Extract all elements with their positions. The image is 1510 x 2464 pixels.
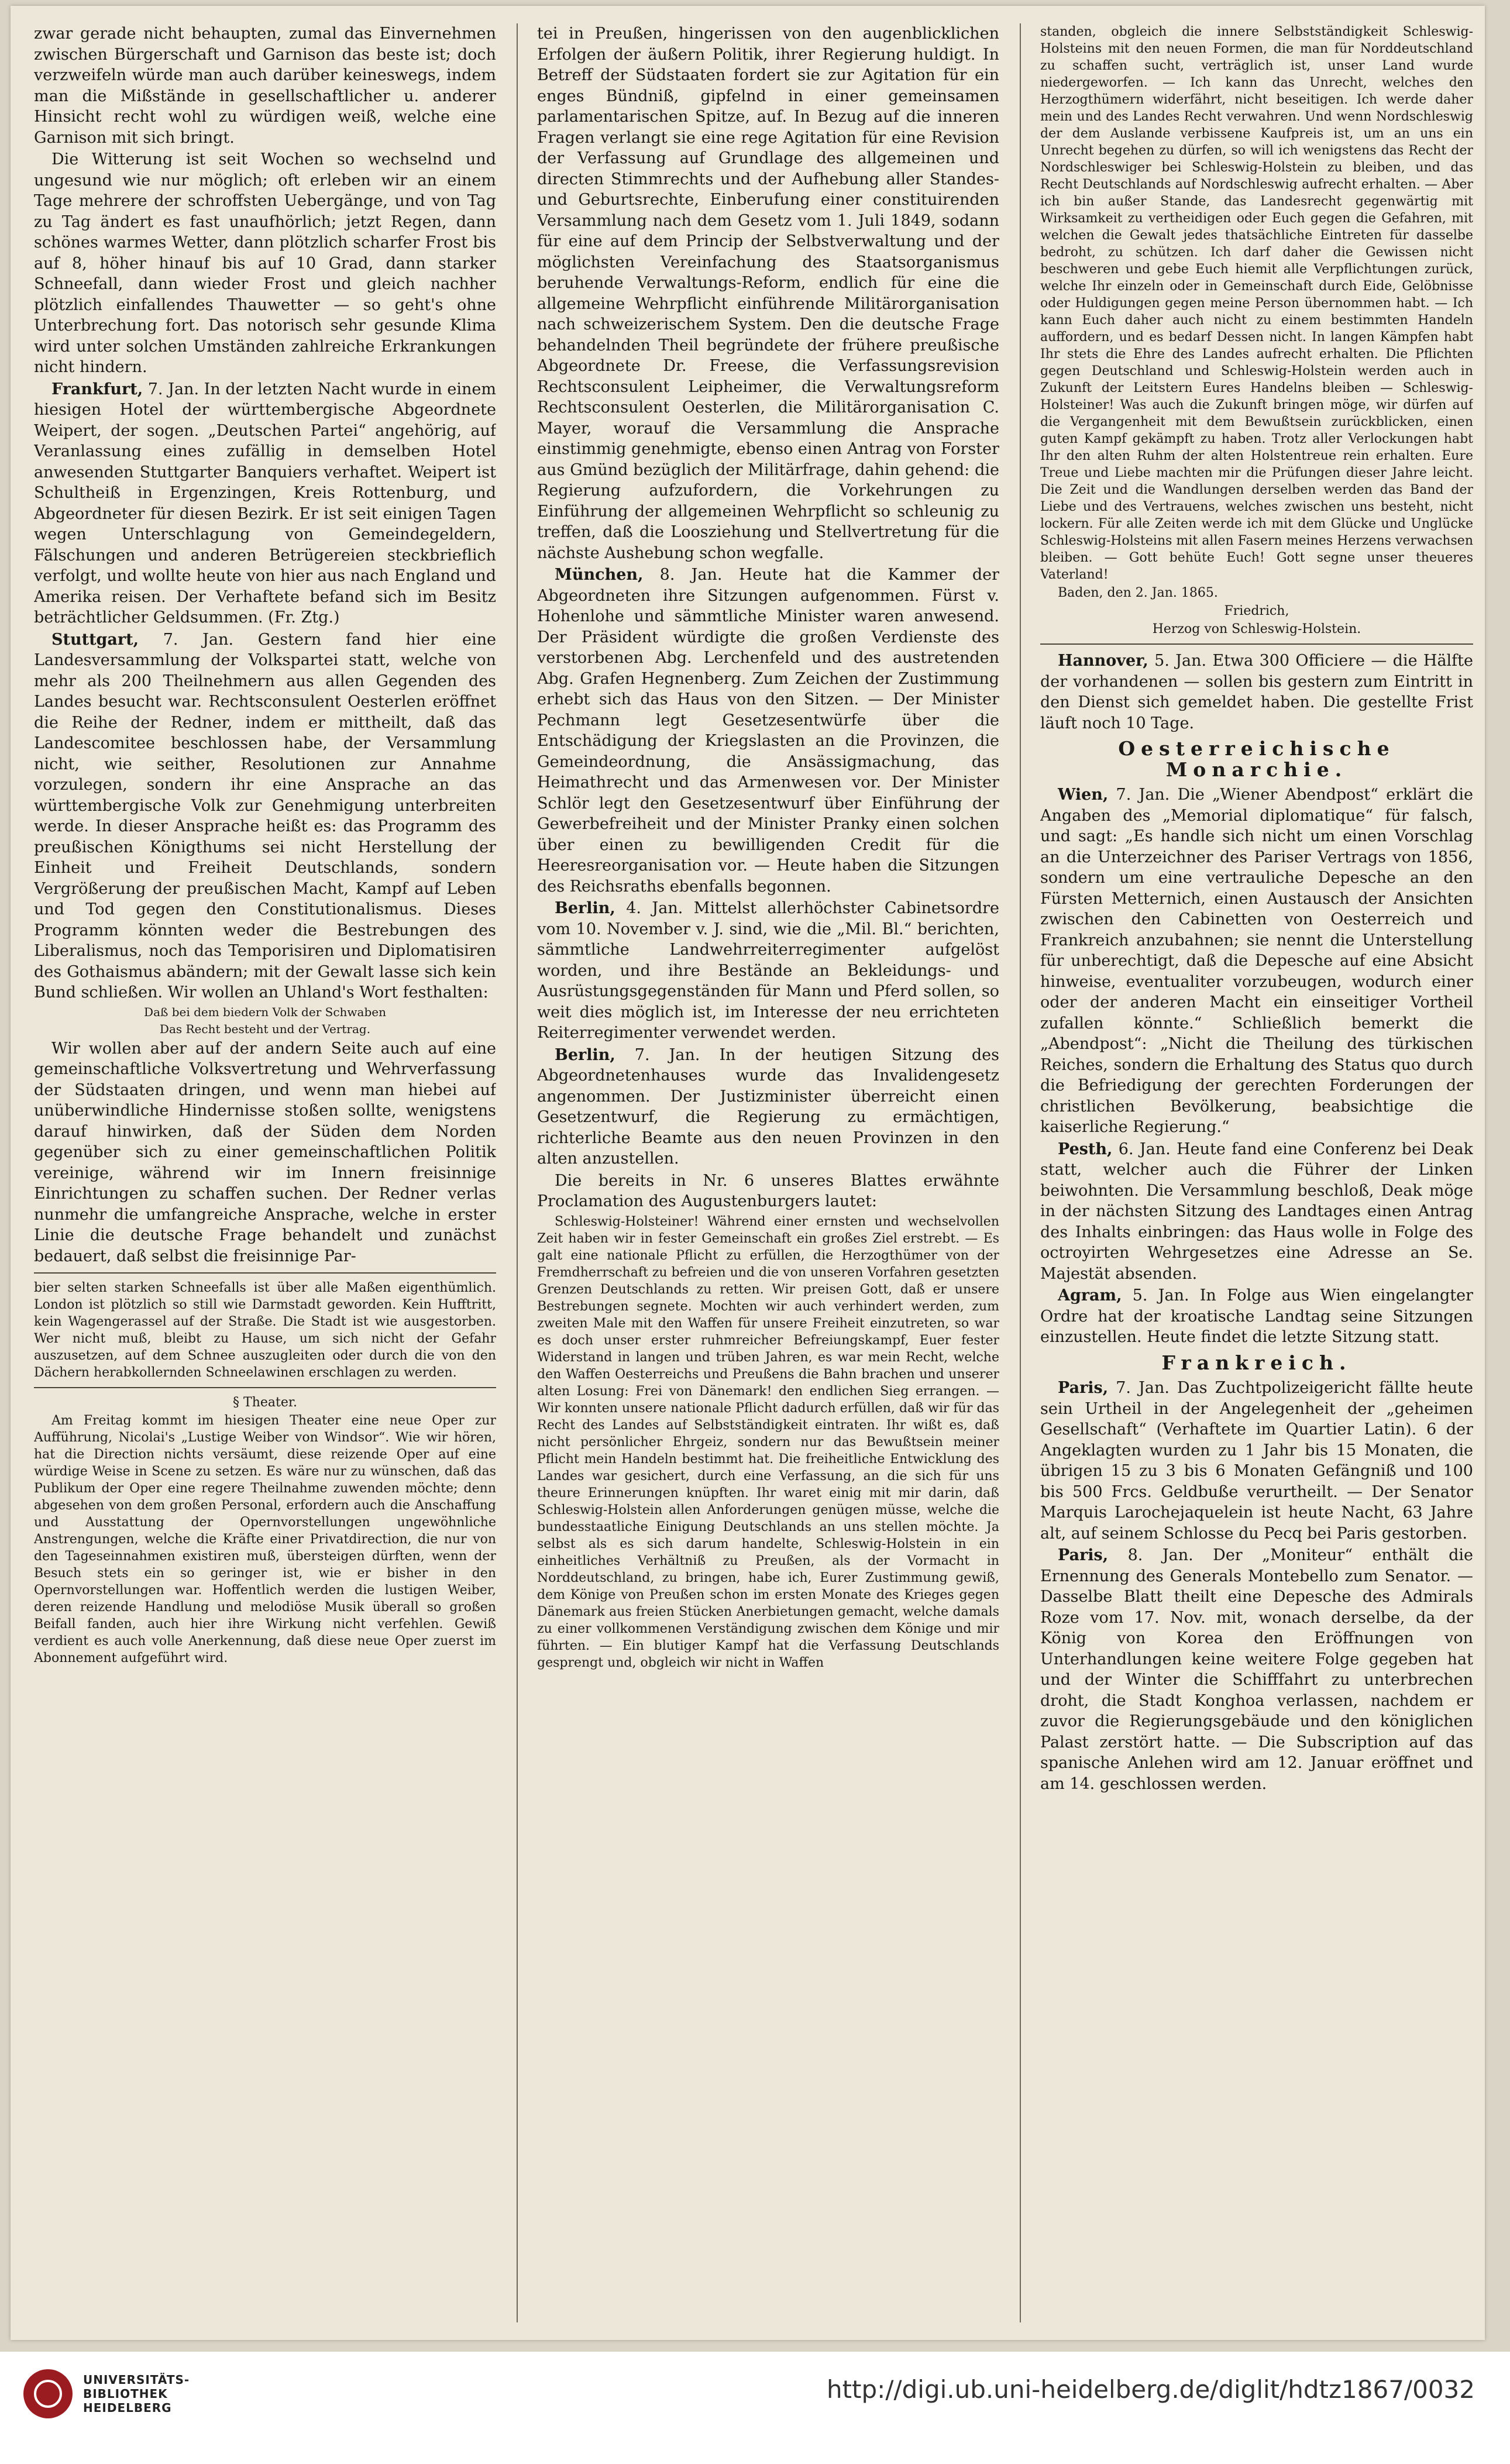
theater-heading: § Theater. <box>233 1395 297 1410</box>
source-url-link[interactable]: http://digi.ub.uni-heidelberg.de/diglit/hdtz1867/0032 <box>826 2375 1475 2404</box>
library-name-line: HEIDELBERG <box>83 2401 172 2415</box>
dateline-place: Berlin, <box>555 899 615 917</box>
article-text: 7. Jan. In der letzten Nacht wurde in einem hiesigen Hotel der württembergische Abgeordnete Weipert, der sogen. „Deutschen Partei“ angehörig, auf Veranlassung eines zufällig in demselben Hotel anwesenden Stuttgarter Banquiers verhaftet. Weipert ist Schultheiß in Ergenzingen, Kreis Rottenburg, und Abgeordneter für diesen Bezirk. Er ist seit einigen Tagen wegen Unterschlagung von Gemeindegeldern, Fälschungen und anderen Betrügereien steckbrieflich verfolgt, und wollte heute von hier aus nach England und Amerika reisen. Der Verhaftete befand sich im Besitz beträchtlicher Geldsummen. (Fr. Ztg.) <box>34 380 496 627</box>
proclamation-signature-name: Friedrich, <box>1224 604 1289 618</box>
dateline-place: Frankfurt, <box>51 380 143 398</box>
divider <box>34 1272 496 1274</box>
section-heading-france: Frankreich. <box>1161 1351 1352 1374</box>
article-text: 8. Jan. Der „Moniteur“ enthält die Ernennung des Generals Montebello zum Senator. — Dasselbe Blatt theilt eine Depesche des Admirals Roze vom 17. Nov. mit, wonach derselbe, da der König von Korea den Eröffnungen von Unterhandlungen keine weitere Folge gegeben hat und der Winter die Schifffahrt zu unterbrechen droht, die Stadt Konghoa verlassen, nachdem er zuvor die Regierungsgebäude und den königlichen Palast zerstört hatte. — Die Subscription auf das spanische Anlehen wird am 12. Januar eröffnet und am 14. geschlossen werden. <box>1040 1546 1473 1793</box>
library-logo <box>23 2369 190 2418</box>
divider <box>34 1387 496 1388</box>
university-seal-icon <box>23 2369 73 2418</box>
column-right <box>1040 23 1473 2322</box>
article-paragraph: Die bereits in Nr. 6 unseres Blattes erwähnte Proclamation des Augustenburgers lautet: <box>537 1171 999 1210</box>
muenchen-article <box>537 565 999 897</box>
paris-article-2 <box>1040 1545 1473 1794</box>
article-text: 5. Jan. In Folge aus Wien eingelangter Ordre hat der kroatische Landtag seine Sitzungen einzustellen. Heute findet die letzte Sitzung statt. <box>1040 1286 1473 1346</box>
proclamation-signature-title: Herzog von Schleswig-Holstein. <box>1152 622 1361 636</box>
newspaper-page <box>11 6 1485 2340</box>
paris-article <box>1040 1378 1473 1544</box>
quote-line-2: Das Recht besteht und der Vertrag. <box>159 1021 371 1036</box>
library-footer <box>0 2352 1510 2464</box>
dateline-place: Paris, <box>1058 1379 1109 1397</box>
frankfurt-article <box>34 379 496 628</box>
column-middle <box>537 23 999 2322</box>
stuttgart-article <box>34 629 496 1003</box>
library-name <box>83 2373 190 2415</box>
article-text: 5. Jan. Etwa 300 Officiere — die Hälfte der vorhandenen — sollen bis gestern zum Eintritt in den Dienst sich gemeldet haben. Die gestellte Frist läuft noch 10 Tage. <box>1040 652 1473 732</box>
feuilleton-paragraph: bier selten starken Schneefalls ist über alle Maßen eigenthümlich. London ist plötzlich so still wie Darmstadt geworden. Kein Hufftritt, kein Wagengerassel auf der Straße. Die Stadt ist wie ausgestorben. Wer nicht muß, bleibt zu Hause, um sich nicht der Gefahr auszusetzen, auf dem Schnee auszugleiten oder durch die von den Dächern herabkollernden Schneelawinen erschlagen zu werden. <box>34 1281 496 1380</box>
dateline-place: Pesth, <box>1058 1140 1113 1158</box>
article-text: 6. Jan. Heute fand eine Conferenz bei Deak statt, welcher auch die Führer der Linken beiwohnten. Die Versammlung beschloß, Deak möge in der nächsten Sitzung des Landtages einen Antrag des Inhalts einbringen: das Haus wolle in Folge des octroyirten Wehrgesetzes eine Adresse an Se. Majestät absenden. <box>1040 1140 1473 1283</box>
column-divider <box>517 23 518 2322</box>
article-text: 7. Jan. In der heutigen Sitzung des Abgeordnetenhauses wurde das Invalidengesetz angenommen. Der Justizminister überreicht einen Gesetzentwurf, die Regierung zu ermächtigen, richterliche Beamte aus den neuen Provinzen in den alten anzustellen. <box>537 1045 999 1168</box>
agram-article <box>1040 1285 1473 1348</box>
column-divider <box>1020 23 1021 2322</box>
article-text: 7. Jan. Gestern fand hier eine Landesversammlung der Volkspartei statt, welche von mehr als 200 Theilnehmern aus allen Gegenden des Landes besucht war. Rechtsconsulent Oesterlen eröffnet die Reihe der Redner, indem er mittheilt, daß das Landescomitee beschlossen habe, der Versammlung nicht, wie seither, Resolutionen zur Annahme vorzulegen, sondern ihr eine Ansprache an das württembergische Volk zur Genehmigung unterbreiten werde. In dieser Ansprache heißt es: das Programm des preußischen Königthums sei nicht Herstellung der Einheit und Freiheit Deutschlands, sondern Vergrößerung der preußischen Macht, Kampf auf Leben und Tod gegen den Constitutionalismus. Dieses Programm könnten weder die Bestrebungen des Liberalismus, noch das Temporisiren und Diplomatisiren des Gothaismus abändern; mit der Gewalt lasse sich kein Bund schließen. Wir wollen an Uhland's Wort festhalten: <box>34 630 496 1002</box>
proclamation-continued: standen, obgleich die innere Selbstständigkeit Schleswig-Holsteins mit den neuen Formen, die man für Norddeutschland zu schaffen sucht, verträglich ist, unser Land wurde niedergeworfen. — Ich kann das Unrecht, welches den Herzogthümern widerfährt, nicht beseitigen. Ich werde daher mein und des Landes Recht verwahren. Und wenn Nordschleswig der dem Auslande verbissene Kaufpreis ist, um an uns ein Unrecht begehen zu dürfen, so will ich wenigstens das Recht der Nordschleswiger bei Schleswig-Holstein zu bleiben, und das Recht Deutschlands auf Nordschleswig aufrecht erhalten. — Aber ich bin außer Stande, das Landesrecht gegenwärtig mit Wirksamkeit zu vertheidigen oder Euch gegen die Gefahren, mit welchen die Gewalt jedes thatsächliche Eintreten für dasselbe bedroht, zu schützen. Ich darf daher die Gewissen nicht beschweren und gebe Euch hiemit alle Verpflichtungen zurück, welche Ihr einzeln oder in Gemeinschaft durch Eide, Gelöbnisse oder Huldigungen gegen meine Person übernommen habt. — Ich kann Euch daher auch nicht zu einem bestimmten Handeln auffordern, und es bedarf Dessen nicht. In langen Kämpfen habt Ihr stets die Ehre des Landes aufrecht erhalten. Die Pflichten gegen Deutschland und Schleswig-Holstein werden auch in Zukunft der Leitstern Eures Handelns bleiben — Schleswig-Holsteiner! Was auch die Zukunft bringen möge, wir dürfen auf die Vergangenheit mit dem Bewußtsein zurückblicken, einen guten Kampf gekämpft zu haben. Trotz aller Verlockungen habt Ihr den alten Ruhm der alten Holstentreue rein erhalten. Eure Treue und Liebe machten mir die Prüfungen dieser Jahre leicht. Die Zeit und die Wandlungen derselben werden das Band der Liebe und des Vertrauens, welches zwischen uns besteht, nicht lockern. Für alle Zeiten werde ich mit dem Glücke und Unglücke Schleswig-Holsteins mit allen Fasern meines Herzens verwachsen bleiben. — Gott behüte Euch! Gott segne unser theueres Vaterland! <box>1040 25 1473 582</box>
hannover-article <box>1040 651 1473 734</box>
article-text: 8. Jan. Heute hat die Kammer der Abgeordneten ihre Sitzungen aufgenommen. Fürst v. Hohenlohe und sämmtliche Minister waren anwesend. Der Präsident würdigte die großen Verdienste des verstorbenen Abg. Lerchenfeld und des austretenden Abg. Grafen Hegnenberg. Zum Zeichen der Zustimmung erhebt sich das Haus von den Sitzen. — Der Minister Pechmann legt Gesetzesentwürfe über die Entschädigung der Kriegslasten an die Provinzen, die Gemeindeordnung, die Ansässigmachung, das Heimathrecht und das Armenwesen vor. Der Minister Schlör legt den Gesetzesentwurf über Einführung der Gewerbefreiheit und der Minister Pranky einen solchen über einen zu bewilligenden Credit für die Heeresreorganisation vor. — Heute haben die Sitzungen des Reichsraths ebenfalls begonnen. <box>537 566 999 896</box>
proclamation-text: Schleswig-Holsteiner! Während einer ernsten und wechselvollen Zeit haben wir in fester Gemeinschaft ein großes Ziel erstrebt. — Es galt eine nationale Pflicht zu erfüllen, die Herzogthümer von der Fremdherrschaft zu befreien und die von unseren Vorfahren gesetzten Grenzen Deutschlands zu retten. Wir preisen Gott, daß er unsere Bestrebungen segnete. Mochten wir auch verhindert werden, zum zweiten Male mit den Waffen für unsere Freiheit einzutreten, so war es doch unser erster ruhmreicher Befreiungskampf, Euer fester Widerstand in langen und trüben Jahren, es war mein Recht, welche den Waffen Oesterreichs und Preußens die Bahn brachen und unserer alten Losung: Frei von Dänemark! den endlichen Sieg errangen. — Wir konnten unsere nationale Pflicht dadurch erfüllen, daß wir für das Recht des Landes auf Selbstständigkeit eintraten. Ihr wißt es, daß nicht persönlicher Ehrgeiz, sondern nur das Bewußtsein meiner Pflicht mein Handeln bestimmt hat. Die freiheitliche Entwicklung des Landes war gesichert, durch eine Verfassung, an die sich für uns theure Erinnerungen knüpften. Ihr waret einig mit mir darin, daß Schleswig-Holstein allen Anforderungen genügen müsse, welche die bundesstaatliche Einigung Deutschlands an uns stellen möchte. Ja selbst als es sich darum handelte, Schleswig-Holstein in ein einheitliches Verhältniß zu Preußen, als der Vormacht in Norddeutschland, zu bringen, habe ich, Eurer Zustimmung gewiß, dem Könige von Preußen schon im ersten Monate des Krieges gegen Dänemark aus freien Stücken Anerbietungen gemacht, welche damals zu einer vollkommenen Verständigung zwischen dem Könige und mir führten. — Ein blutiger Kampf hat die Verfassung Deutschlands gesprengt und, obgleich wir nicht in Waffen <box>537 1214 999 1670</box>
article-text: 7. Jan. Das Zuchtpolizeigericht fällte heute sein Urtheil in der Angelegenheit der „geheimen Gesellschaft“ (Verhaftete im Quartier Latin). 6 der Angeklagten wurden zu 1 Jahr bis 15 Monaten, die übrigen 15 zu 3 bis 6 Monaten Gefängniß und 100 bis 500 Frcs. Geldbuße verurtheilt. — Der Senator Marquis Larochejaquelein ist heute Nacht, 63 Jahre alt, auf seinem Schlosse du Pecq bei Paris gestorben. <box>1040 1379 1473 1543</box>
article-text: 4. Jan. Mittelst allerhöchster Cabinetsordre vom 10. November v. J. sind, wie die „Mil. Bl.“ berichten, sämmtliche Landwehrreiterregimenter aufgelöst worden, und ihre Bestände an Bekleidungs- und Ausrüstungsgegenständen für Mann und Pferd sollen, so weit dies möglich ist, im Interesse der neu errichteten Reiterregimenter verwendet werden. <box>537 899 999 1042</box>
column-left <box>34 23 496 2322</box>
section-heading-austria: Oesterreichische Monarchie. <box>1118 737 1395 781</box>
berlin-article-2 <box>537 1045 999 1169</box>
library-name-line: UNIVERSITÄTS- <box>83 2373 190 2387</box>
dateline-place: Paris, <box>1058 1546 1109 1564</box>
article-paragraph: zwar gerade nicht behaupten, zumal das Einvernehmen zwischen Bürgerschaft und Garnison das beste ist; doch verzweifeln würde man auch darüber keineswegs, indem man die Mißstände in gesellschaftlicher u. anderer Hinsicht recht wohl zu würdigen weiß, welche eine Garnison mit sich bringt. <box>34 25 496 147</box>
article-paragraph: Wir wollen aber auf der andern Seite auch auf eine gemeinschaftliche Volksvertretung und Wehrverfassung der Südstaaten dringen, und wenn man hiebei auf unüberwindliche Hindernisse stoßen sollte, wenigstens darauf hinwirken, daß der Süden dem Norden gegenüber sich zu einer gemeinschaftlichen Politik vereinige, während wir im Innern freisinnige Einrichtungen zu schaffen suchen. Der Redner verlas nunmehr die umfangreiche Ansprache, welche in erster Linie die deutsche Frage behandelt und zunächst bedauert, daß selbst die freisinnige Par- <box>34 1039 496 1265</box>
theater-paragraph: Am Freitag kommt im hiesigen Theater eine neue Oper zur Aufführung, Nicolai's „Lustige Weiber von Windsor“. Wie wir hören, hat die Direction nichts versäumt, diese reizende Oper auf eine würdige Weise in Scene zu setzen. Es wäre nur zu wünschen, daß das Publikum der Oper eine regere Theilnahme zuwenden möchte; denn abgesehen von dem großen Personal, erfordern auch die Anschaffung und Ausstattung der Opernvorstellungen ungewöhnliche Anstrengungen, welche die Kräfte einer Privatdirection, die nur von den Tageseinnahmen existiren muß, übersteigen dürften, wenn der Besuch stets ein so geringer ist, wie er bisher in den Opernvorstellungen war. Hoffentlich werden die lustigen Weiber, deren reizende Handlung und melodiöse Musik überall so großen Beifall fanden, auch hier ihre Wirkung nicht verfehlen. Gewiß verdient es auch volle Anerkennung, daß diese neue Oper zuerst im Abonnement aufgeführt wird. <box>34 1413 496 1665</box>
proclamation-dateline: Baden, den 2. Jan. 1865. <box>1058 586 1218 600</box>
quote-line-1: Daß bei dem biedern Volk der Schwaben <box>144 1004 386 1019</box>
divider <box>1040 643 1473 645</box>
wien-article <box>1040 784 1473 1138</box>
dateline-place: Wien, <box>1058 786 1109 804</box>
dateline-place: Hannover, <box>1058 652 1148 670</box>
pesth-article <box>1040 1139 1473 1285</box>
article-paragraph: tei in Preußen, hingerissen von den augenblicklichen Erfolgen der äußern Politik, ihrer Regierung huldigt. In Betreff der Südstaaten fordert sie zur Agitation für ein enges Bündniß, gipfelnd in einer gemeinsamen parlamentarischen Spitze, auf. In Bezug auf die inneren Fragen verlangt sie eine rege Agitation für eine Revision der Verfassung auf Grundlage des allgemeinen und directen Stimmrechts und der Aufhebung aller Standes- und Geburtsrechte, Einberufung einer constituirenden Versammlung nach dem Gesetz vom 1. Juli 1849, sodann für eine auf dem Princip der Selbstverwaltung und der möglichsten Vereinfachung des Staatsorganismus beruhende Verwaltungs-Reform, endlich für eine die allgemeine Wehrpflicht einführende Militärorganisation nach schweizerischem System. Den die deutsche Frage behandelnden Theil begründete der frühere preußische Abgeordnete Dr. Freese, die Verfassungsrevision Rechtsconsulent Leipheimer, die Verwaltungsreform Rechtsconsulent Oesterlen, die Militärorganisation C. Mayer, worauf die Versammlung die Ansprache einstimmig genehmigte, ebenso einen Antrag von Forster aus Gmünd bezüglich der Militärfrage, dahin gehend: die Regierung aufzufordern, die Vorkehrungen zu Einführung der allgemeinen Wehrpflicht so schleunig zu treffen, daß die Loosziehung und Stellvertretung für die nächste Aushebung schon wegfalle. <box>537 25 999 562</box>
dateline-place: München, <box>555 566 644 584</box>
article-text: 7. Jan. Die „Wiener Abendpost“ erklärt die Angaben des „Memorial diplomatique“ für falsch, und sagt: „Es handle sich nicht um einen Vorschlag an die Unterzeichner des Pariser Vertrags von 1856, sondern um eine vertrauliche Depesche an den Fürsten Metternich, einen Austausch der Ansichten zwischen den Cabinetten von Oesterreich und Frankreich anzubahnen; sie nennt die Unterstellung für unberechtigt, daß die Depesche auf eine Absicht hinweise, eventualiter vorzubeugen, wodurch einer oder der anderen Macht ein einseitiger Vortheil zufallen könnte.“ Schließlich bemerkt die „Abendpost“: „Nicht die Theilung des türkischen Reiches, sondern die Erhaltung des Status quo durch die Befriedigung der gerechten Forderungen der christlichen Bevölkerung, beabsichtige die kaiserliche Regierung.“ <box>1040 786 1473 1136</box>
library-name-line: BIBLIOTHEK <box>83 2387 168 2401</box>
dateline-place: Stuttgart, <box>51 630 139 649</box>
weather-paragraph: Die Witterung ist seit Wochen so wechselnd und ungesund wie nur möglich; oft erleben wir an einem Tage mehrere der schroffsten Uebergänge, und von Tag zu Tag ändert es fast unaufhörlich; jetzt Regen, dann schönes warmes Wetter, dann plötzlich scharfer Frost bis auf 8, höher hinauf bis auf 10 Grad, dann starker Schneefall, dann wieder Frost und gleich nachher plötzlich einfallendes Thauwetter — so geht's ohne Unterbrechung fort. Das notorisch sehr gesunde Klima wird unter solchen Umständen zahlreiche Erkrankungen nicht hindern. <box>34 150 496 376</box>
dateline-place: Agram, <box>1058 1286 1122 1305</box>
dateline-place: Berlin, <box>555 1045 615 1064</box>
berlin-article <box>537 898 999 1044</box>
